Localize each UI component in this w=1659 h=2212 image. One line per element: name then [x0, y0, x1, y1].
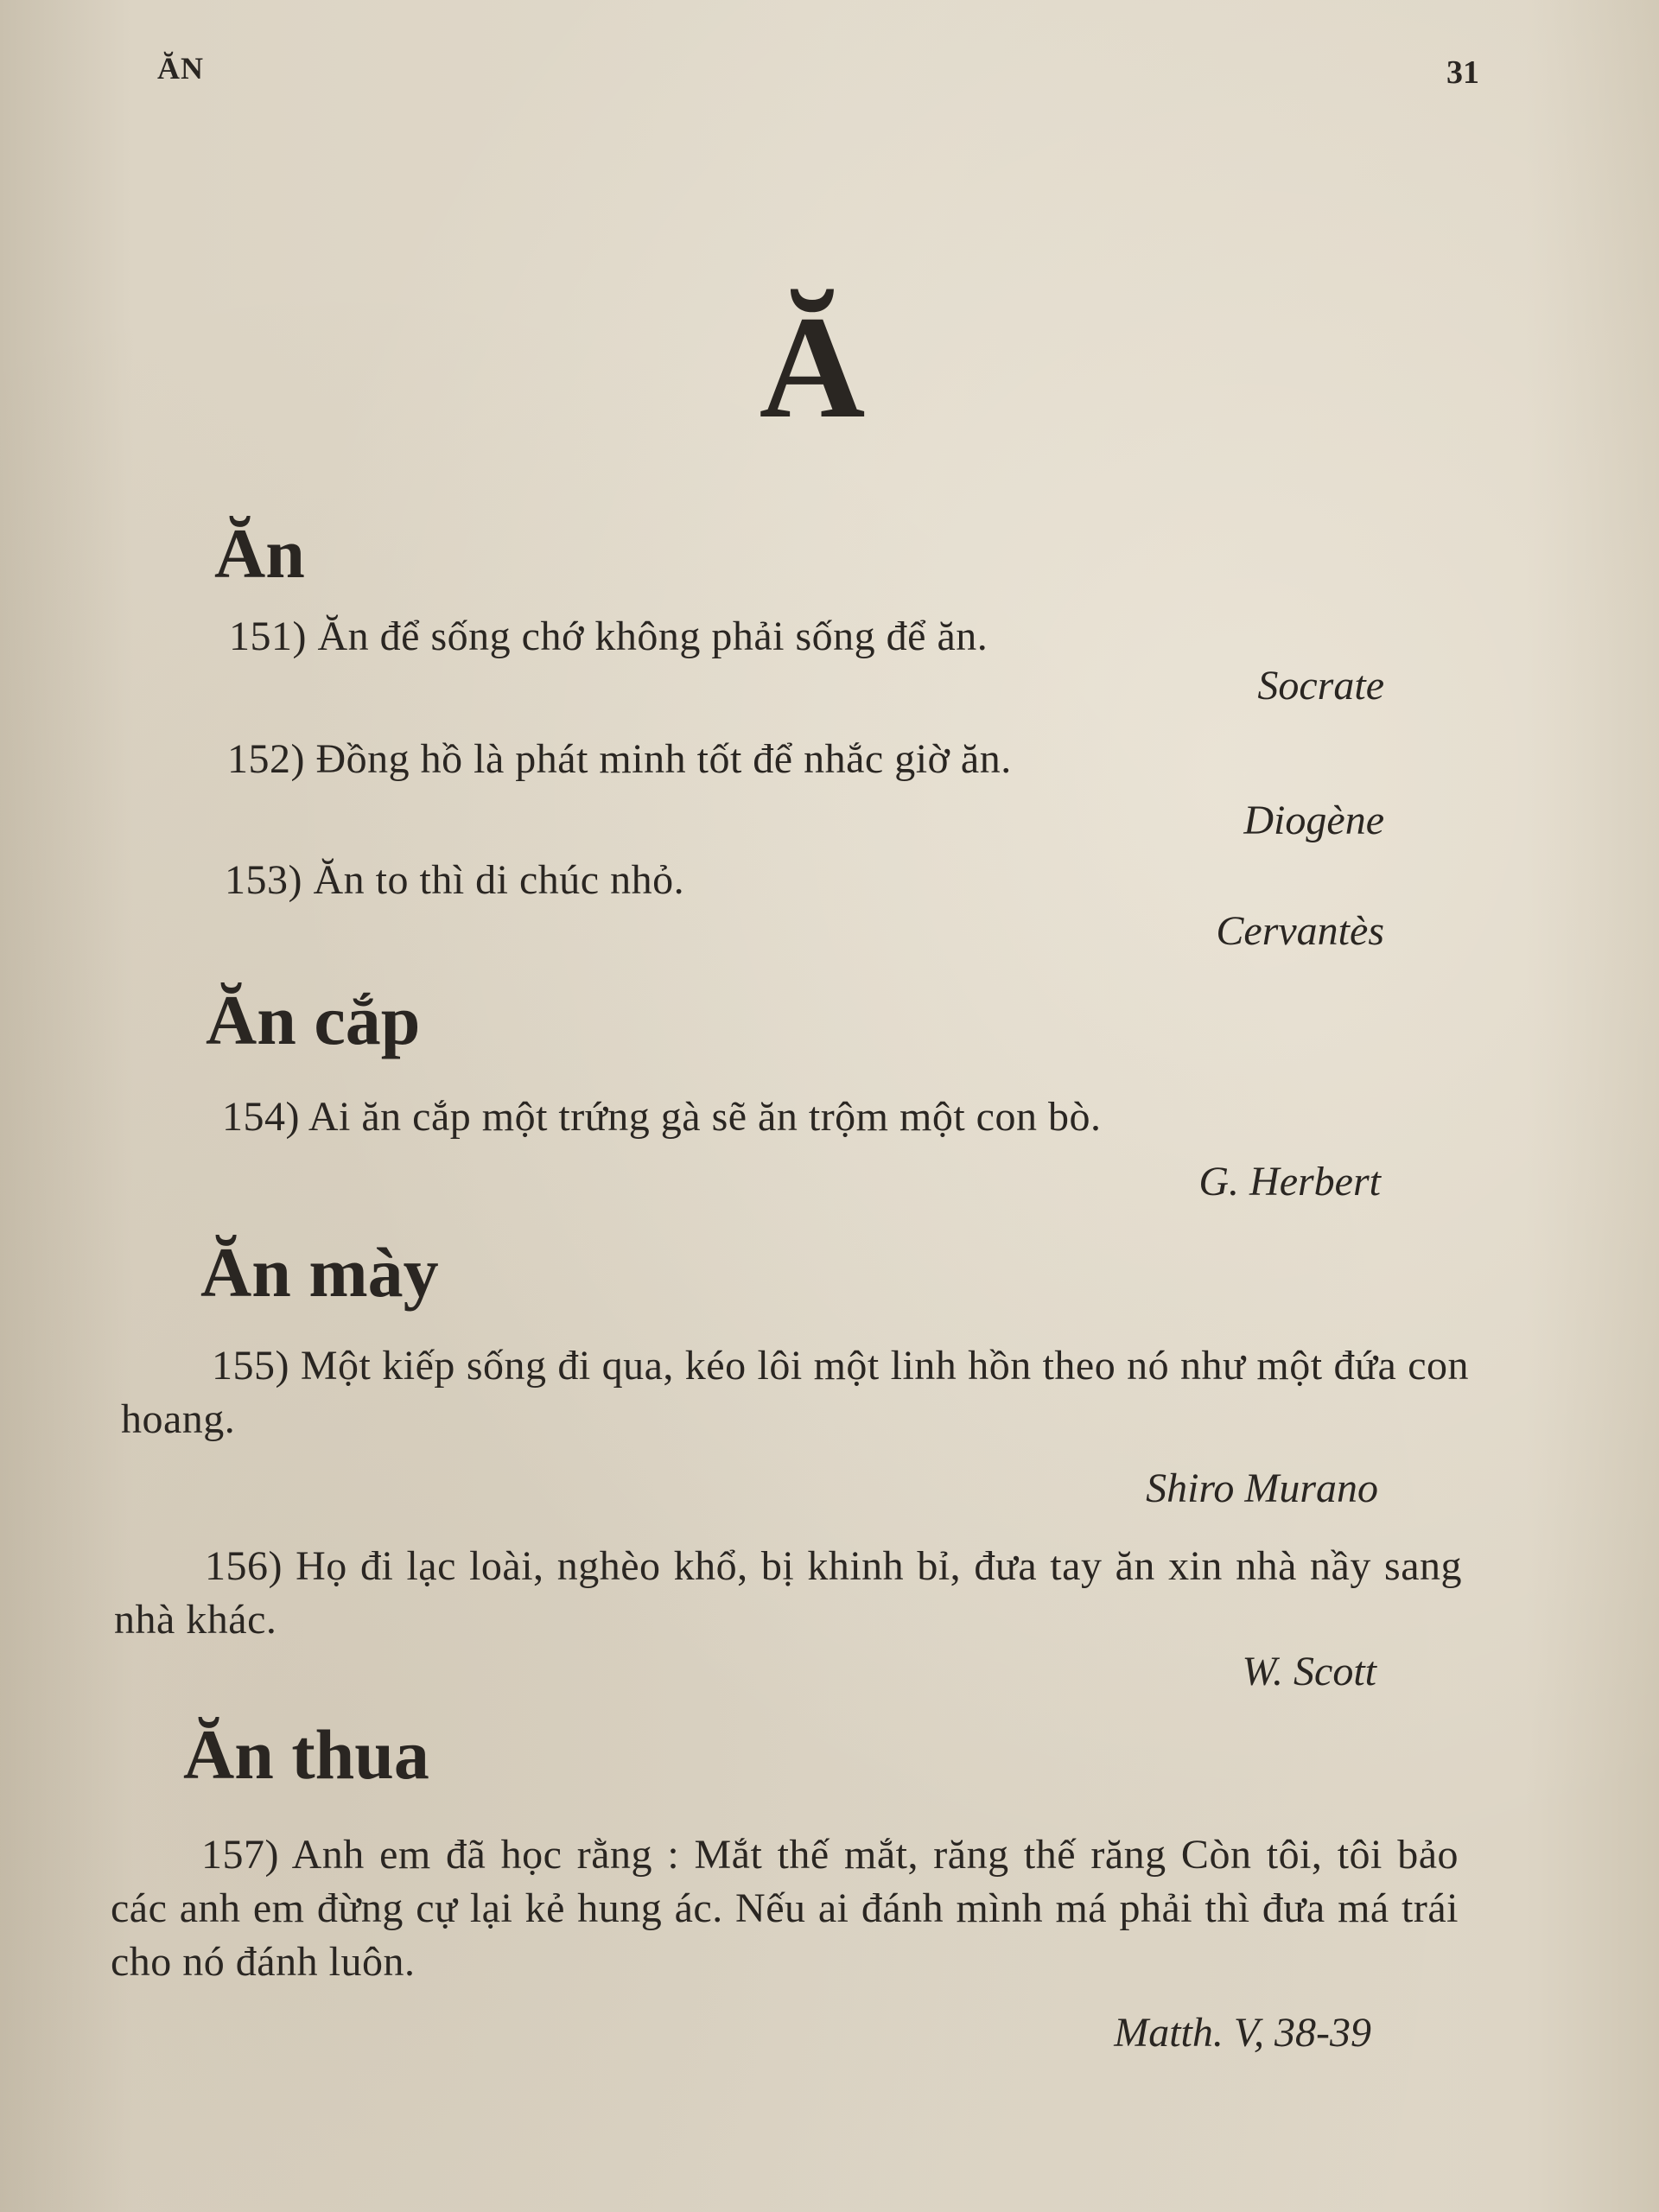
author-herbert: G. Herbert	[1198, 1159, 1381, 1205]
author-diogene: Diogène	[1243, 798, 1384, 843]
section-title-an-may: Ăn mày	[200, 1233, 439, 1312]
author-socrate: Socrate	[1257, 663, 1384, 709]
chapter-letter: Ă	[759, 286, 866, 448]
quote-156: 156) Họ đi lạc loài, nghèo khổ, bị khinh bỉ, đưa tay ăn xin nhà nầy sang nhà khác.	[114, 1543, 1462, 1643]
section-title-an-thua: Ăn thua	[183, 1715, 429, 1794]
quote-157: 157) Anh em đã học rằng : Mắt thế mắt, răng thế răng Còn tôi, tôi bảo các anh em đừng cự lại kẻ hung ác. Nếu ai đánh mình má phải thì đưa má trái cho nó đánh luôn.	[111, 1832, 1459, 1985]
section-title-an-cap: Ăn cắp	[206, 981, 421, 1059]
quote-152: 152) Đồng hồ là phát minh tốt để nhắc giờ ăn.	[227, 736, 1012, 782]
author-matthew: Matth. V, 38-39	[1114, 2010, 1371, 2056]
author-murano: Shiro Murano	[1146, 1465, 1378, 1511]
section-title-an: Ăn	[214, 514, 305, 593]
author-cervantes: Cervantès	[1216, 908, 1384, 954]
running-head: ĂN	[157, 51, 204, 86]
quote-153: 153) Ăn to thì di chúc nhỏ.	[225, 857, 685, 903]
quote-151: 151) Ăn để sống chớ không phải sống để ăn.	[229, 613, 988, 659]
page-number: 31	[1446, 54, 1479, 91]
author-scott: W. Scott	[1242, 1649, 1376, 1694]
quote-154: 154) Ai ăn cắp một trứng gà sẽ ăn trộm một con bò.	[222, 1094, 1102, 1140]
quote-155: 155) Một kiếp sống đi qua, kéo lôi một linh hồn theo nó như một đứa con hoang.	[121, 1343, 1469, 1442]
